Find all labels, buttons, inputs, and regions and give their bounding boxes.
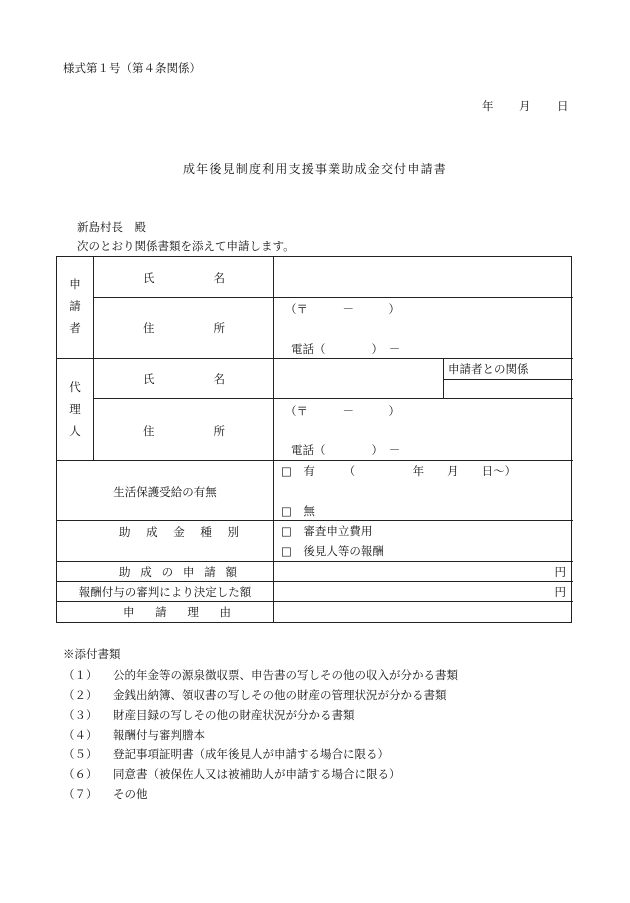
attachment-item: （６） 同意書（被保佐人又は被補助人が申請する場合に限る） (63, 767, 401, 781)
amount-decided-field[interactable] (274, 582, 572, 601)
agent-postal-code[interactable]: （〒 － ） (285, 404, 400, 418)
applicant-postal-code[interactable]: （〒 － ） (285, 302, 400, 316)
row-divider (93, 398, 573, 399)
agent-address-label: 住 所 (143, 424, 225, 438)
attachment-item: （７） その他 (63, 787, 148, 801)
attachment-item: （２） 金銭出納簿、領収書の写しその他の財産の管理状況が分かる書類 (63, 688, 447, 702)
welfare-status-label: 生活保護受給の有無 (113, 485, 217, 499)
applicant-address-label: 住 所 (143, 321, 225, 335)
amount-decided-label: 報酬付与の審判により決定した額 (78, 585, 252, 599)
row-divider (57, 460, 573, 461)
attachment-item: （４） 報酬付与審判謄本 (63, 728, 205, 742)
grant-type-option-filing-fee[interactable]: □ 審査申立費用 (281, 524, 373, 538)
attachment-item: （５） 登記事項証明書（成年後見人が申請する場合に限る） (63, 747, 389, 761)
addressee: 新島村長 殿 (77, 220, 146, 234)
application-form-table (56, 256, 572, 623)
agent-name-field[interactable] (274, 359, 442, 398)
attachment-item: （１） 公的年金等の源泉徴収票、申告書の写しその他の収入が分かる書類 (63, 668, 458, 682)
amount-applied-label: 助 成 の 申 請 額 (119, 565, 237, 579)
grant-type-label: 助 成 金 種 別 (119, 525, 239, 539)
agent-group-label: 代理人 (69, 380, 81, 438)
amount-applied-field[interactable] (274, 562, 572, 581)
date-day-label: 日 (557, 99, 569, 113)
reason-field[interactable] (274, 602, 572, 622)
applicant-name-field[interactable] (274, 258, 572, 297)
date-month-label: 月 (519, 99, 531, 113)
reason-label: 申 請 理 由 (123, 605, 231, 619)
agent-name-label: 氏 名 (143, 372, 225, 386)
welfare-no-option[interactable]: □ 無 (281, 504, 315, 518)
form-number: 様式第１号（第４条関係） (63, 61, 201, 75)
row-divider (57, 520, 573, 521)
document-title: 成年後見制度利用支援事業助成金交付申請書 (182, 162, 447, 176)
row-divider (93, 297, 573, 298)
attachment-item: （３） 財産目録の写しその他の財産状況が分かる書類 (63, 708, 355, 722)
applicant-name-label: 氏 名 (143, 271, 225, 285)
intro-text: 次のとおり関係書類を添えて申請します。 (77, 239, 295, 253)
yen-unit: 円 (554, 585, 566, 599)
date-year-label: 年 (482, 99, 494, 113)
yen-unit: 円 (554, 565, 566, 579)
applicant-group-label: 申請者 (69, 277, 81, 335)
grant-type-option-guardian-fee[interactable]: □ 後見人等の報酬 (281, 544, 384, 558)
agent-relation-label: 申請者との関係 (448, 362, 529, 376)
attachments-title: ※添付書類 (63, 647, 121, 661)
agent-phone[interactable]: 電話（ ） － (291, 443, 401, 457)
welfare-yes-option[interactable]: □ 有 （ 年 月 日～） (281, 464, 517, 478)
applicant-phone[interactable]: 電話（ ） － (291, 342, 401, 356)
agent-relation-field[interactable] (444, 380, 572, 398)
column-divider (93, 257, 94, 460)
